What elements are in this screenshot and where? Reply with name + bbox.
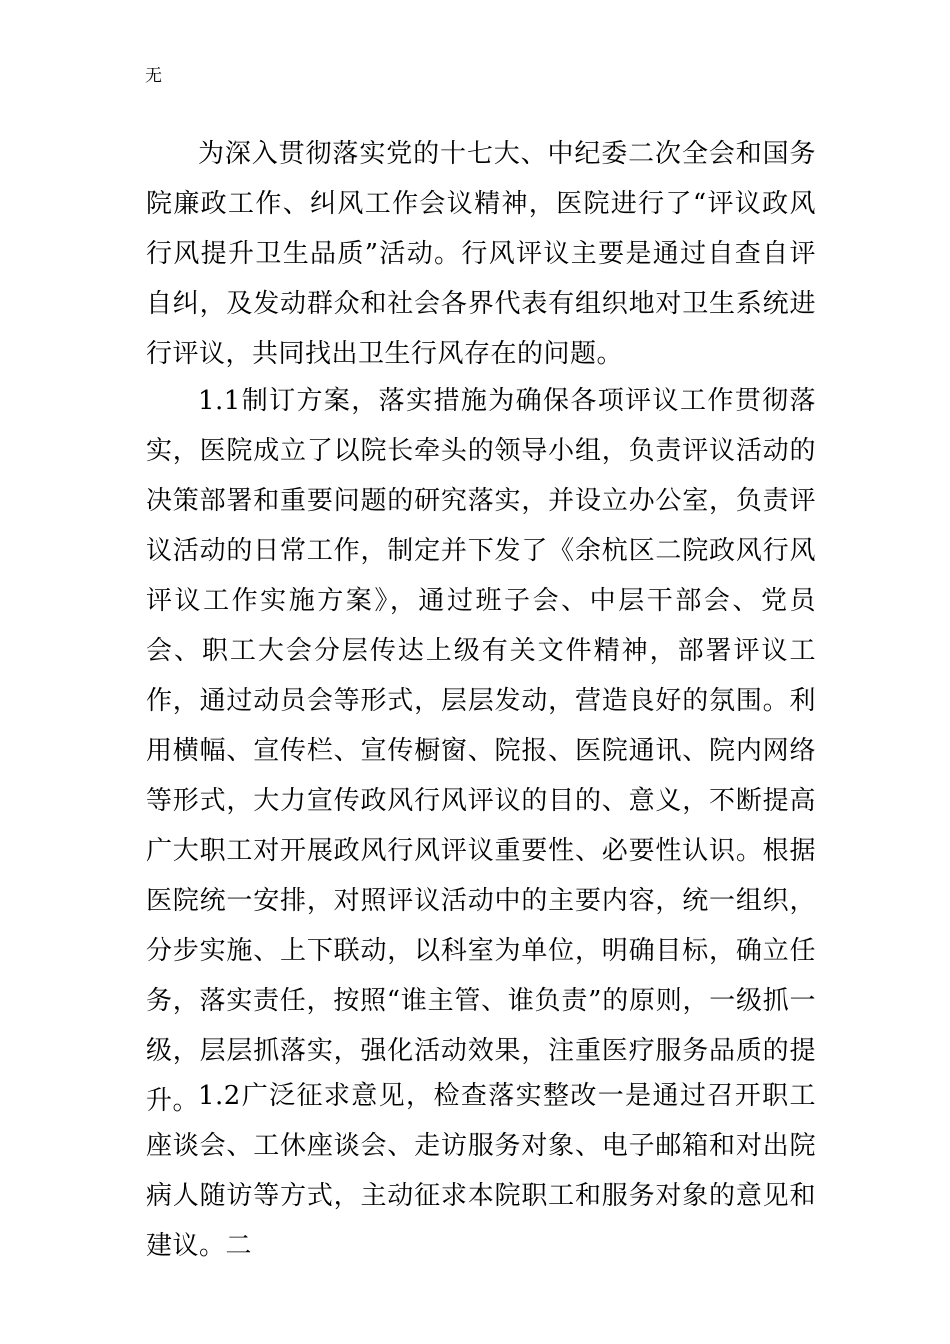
paragraph-intro: 为深入贯彻落实党的十七大、中纪委二次全会和国务院廉政工作、纠风工作会议精神，医院进行了“评议政风行风提升卫生品质”活动。行风评议主要是通过自查自评自纠，及发动群众和社会各界代表有组织地对卫生系统进行评议，共同找出卫生行风存在的问题。 (146, 139, 816, 369)
paragraph-section-1-2: 1.2广泛征求意见，检查落实整改一是通过召开职工座谈会、工休座谈会、走访服务对象、电子邮箱和对出院病人随访等方式，主动征求本院职工和服务对象的意见和建议。二 (146, 1081, 816, 1261)
paragraph-section-1-1: 1.1制订方案，落实措施为确保各项评议工作贯彻落实，医院成立了以院长牵头的领导小组，负责评议活动的决策部署和重要问题的研究落实，并设立办公室，负责评议活动的日常工作，制定并下发了《余杭区二院政风行风评议工作实施方案》，通过班子会、中层干部会、党员会、职工大会分层传达上级有关文件精神，部署评议工作，通过动员会等形式，层层发动，营造良好的氛围。利用横幅、宣传栏、宣传橱窗、院报、医院通讯、院内网络等形式，大力宣传政风行风评议的目的、意义，不断提高广大职工对开展政风行风评议重要性、必要性认识。根据医院统一安排，对照评议活动中的主要内容，统一组织，分步实施、上下联动，以科室为单位，明确目标，确立任务，落实责任，按照“谁主管、谁负责”的原则，一级抓一级，层层抓落实，强化活动效果，注重医疗服务品质的提升。 (146, 386, 816, 1116)
header-mark: 无 (145, 66, 162, 86)
